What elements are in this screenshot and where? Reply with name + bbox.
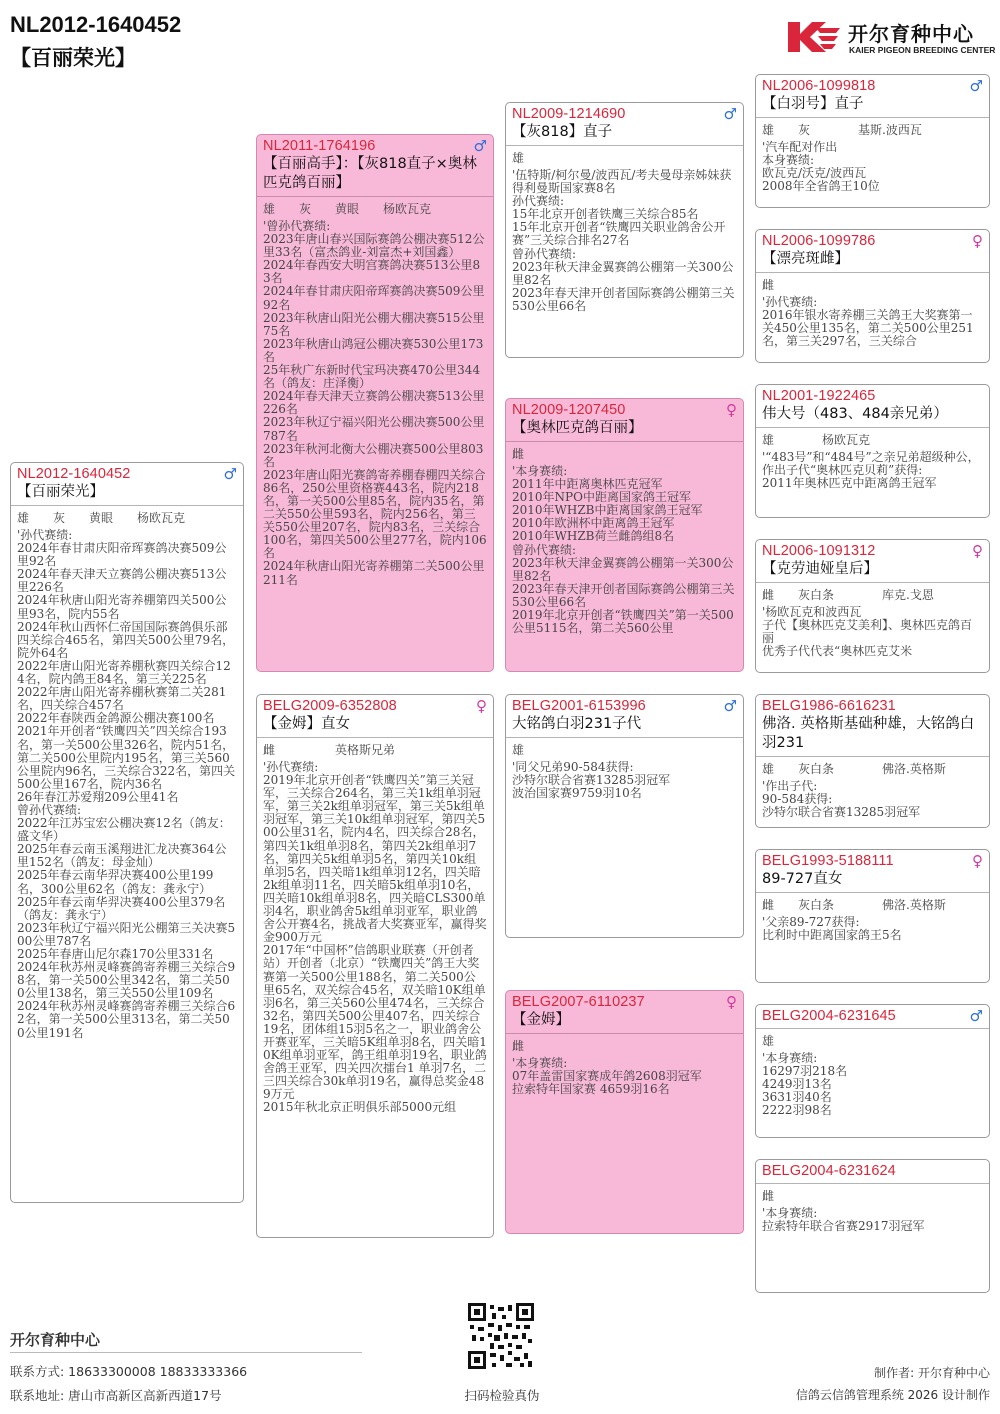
ring-number: BELG2001-6153996 (512, 698, 646, 714)
pedigree-card-sire[interactable] (256, 134, 494, 672)
male-icon: ♂ (723, 105, 737, 123)
pigeon-notes: '同父兄弟90-584获得: 沙特尔联合省赛13285羽冠军 波治国家赛9759羽10名 (512, 760, 671, 801)
pigeon-name: 伟大号（483、484亲兄弟） (762, 406, 948, 422)
pedigree-card-gen4-3[interactable] (755, 384, 990, 518)
pigeon-notes: '本身赛绩: 07年盖雷国家赛成年鸽2608羽冠军 拉索特年国家赛 4659羽16名 (512, 1056, 702, 1097)
ring-number: BELG2004-6231624 (762, 1163, 896, 1179)
ring-number: NL2011-1764196 (263, 138, 376, 154)
kaier-logo-icon (786, 18, 842, 56)
footer-maker: 制作者: 开尔育种中心 (874, 1366, 990, 1380)
pigeon-name: 【金姆】直女 (263, 716, 350, 732)
pigeon-notes: '杨欧瓦克和波西瓦 子代【奥林匹克艾美利】、奥林匹克鸽百丽 优秀子代代表“奥林匹克艾米 (762, 605, 973, 659)
ring-number: BELG1993-5188111 (762, 853, 894, 869)
pigeon-attributes: 雄 灰 黄眼 杨欧瓦克 (17, 511, 186, 525)
male-icon: ♂ (473, 137, 487, 155)
male-icon: ♂ (969, 77, 983, 95)
female-icon: ♀ (972, 542, 983, 560)
pigeon-name: 【金姆】 (512, 1012, 570, 1028)
pigeon-notes: '父亲89-727获得: 比利时中距离国家鸽王5名 (762, 915, 902, 943)
ring-number: BELG2009-6352808 (263, 698, 397, 714)
footer-system: 信鸽云信鸽管理系统 2026 设计制作 (795, 1388, 990, 1402)
pedigree-card-grandsire-paternal[interactable] (505, 102, 744, 358)
footer-org-name: 开尔育种中心 (10, 1331, 101, 1349)
pigeon-name: 佛洛. 英格斯基础种雄，大铭鸽白羽231 (762, 716, 975, 751)
ring-number: NL2001-1922465 (762, 388, 876, 404)
pigeon-name: 【百丽高手】：【灰818直子×奥林匹克鸽百丽】 (263, 156, 477, 191)
pigeon-notes: '孙代赛绩: 2019年北京开创者“铁鹰四关”第三关冠军，三关综合264名，第三关1k组单羽冠军，第三关2k组单羽冠军，第三关5k组单羽冠军，第三关10k组单羽冠军，第四关500公里31名，院内4名，四关综合28名，第四关1k组单羽8名，第四关2k组单羽7名，第四关5k组单羽5名，第四关10k组单羽5名，四关暗1k组单羽12名，四关暗2k组单羽11名，四关暗5k组单羽10名，四关暗10k组单羽8名，四关暗CLS300单羽4名，职业鸽舍5k组单羽亚军，职业鸽舍公开赛4名，挑战者大奖赛亚军，赢得奖金900万元 2017年“中国杯”信鸽职业联赛（开创者站）开创者（北京）“铁鹰四关”鸽王大奖赛第一关500公里188名，第二关500公里65名，双关综合45名，双关暗10K组单羽6名，第三关560公里474名，三关综合32名，第四关500公里407名，四关综合19名，团体组15羽5名之一，职业鸽舍公开赛亚军，三关暗5K组单羽8名，四关暗10K组单羽亚军，鸽王组单羽19名，职业鸽舍鸽王亚军，四关四次擂台1 单羽7名，二三四关综合30k单羽19名，赢得总奖金489万元 2015年秋北京正明俱乐部5000元组 (263, 760, 487, 1115)
pedigree-card-gen4-8[interactable] (755, 1159, 990, 1293)
pedigree-card-grandsire-maternal[interactable] (505, 694, 744, 938)
male-icon: ♂ (223, 465, 237, 483)
pigeon-notes: '孙代赛绩: 2024年春甘肃庆阳帝珲赛鸽决赛509公里92名 2024年春天津天立赛鸽公棚决赛513公里226名 2024年秋唐山阳光寄养棚第四关500公里93名，院内55名 2024年秋山西怀仁帝国国际赛鸽俱乐部四关综合465名，第四关500公里79名，院外64名 2022年唐山阳光寄养棚秋赛四关综合124名，院内鸽王84名，第三关225名 2022年唐山阳光寄养棚秋赛第二关281名，四关综合457名 2022年春陕西金鸽源公棚决赛100名 2021年开创者“铁鹰四关”四关综合193名，第一关500公里326名，院内51名，第二关500公里院内195名，第三关560公里院内96名，三关综合322名，第四关500公里167名，院内36名 26年春江苏爱翔209公里41名 曾孙代赛绩: 2022年江苏宝宏公棚决赛12名（鸽友：盛文华） 2025年春云南玉溪翔进汇龙决赛364公里152名（鸽友：母金灿） 2025年春云南华羿决赛400公里199名，300公里62名（鸽友：龚永宁） 2025年春云南华羿决赛400公里379名（鸽友：龚永宁） 2023年秋辽宁福兴阳光公棚第三关决赛500公里787名 2025年春唐山尼尔森170公里331名 2024年秋苏州灵峰赛鸽寄养棚三关综合98名，第一关500公里342名，第二关500公里138名，第三关550公里109名 2024年秋苏州灵峰赛鸽寄养棚三关综合62名，第一关500公里313名，第二关500公里191名 (17, 528, 236, 1040)
pigeon-attributes: 雄 (762, 1034, 775, 1048)
pigeon-notes: '“483号”和“484号”之亲兄弟超级种公，作出子代“奥林匹克贝莉”获得: 2011年奥林匹克中距离鸽王冠军 (762, 450, 980, 491)
pedigree-card-granddam-paternal[interactable] (505, 398, 744, 672)
pigeon-attributes: 雄 灰白条 佛洛.英格斯 (762, 762, 946, 776)
footer-address: 联系地址: 唐山市高新区高新西道17号 (10, 1388, 222, 1403)
pigeon-attributes: 雌 (512, 447, 525, 461)
pedigree-card-dam[interactable] (256, 694, 494, 1238)
pigeon-name: 【奥林匹克鸽百丽】 (512, 420, 643, 436)
brand-logo (786, 16, 996, 60)
pigeon-attributes: 雄 (512, 743, 525, 757)
female-icon: ♀ (476, 697, 487, 715)
pigeon-name: 89-727直女 (762, 871, 843, 887)
pigeon-notes: '作出子代: 90-584获得: 沙特尔联合省赛13285羽冠军 (762, 779, 921, 820)
pedigree-card-gen4-6[interactable] (755, 849, 990, 983)
pedigree-card-gen4-4[interactable] (755, 539, 990, 673)
page-pigeon-name: 【百丽荣光】 (10, 46, 136, 70)
female-icon: ♀ (972, 232, 983, 250)
pigeon-notes: '孙代赛绩: 2016年银水寄养棚三关鸽王大奖赛第一关450公里135名，第二关500公里251名，第三关297名，三关综合 (762, 295, 974, 349)
pigeon-attributes: 雌 (762, 278, 775, 292)
ring-number: NL2006-1091312 (762, 543, 876, 559)
female-icon: ♀ (726, 993, 737, 1011)
pigeon-attributes: 雌 (762, 1189, 775, 1203)
footer-divider (10, 1352, 362, 1353)
pedigree-card-subject[interactable] (10, 462, 244, 1203)
pigeon-attributes: 雄 灰 黄眼 杨欧瓦克 (263, 202, 432, 216)
pigeon-attributes: 雌 灰白条 库克.戈恩 (762, 588, 934, 602)
ring-number: BELG1986-6616231 (762, 698, 896, 714)
pigeon-name: 【百丽荣光】 (17, 484, 104, 500)
male-icon: ♂ (723, 697, 737, 715)
pedigree-card-gen4-7[interactable] (755, 1004, 990, 1138)
pigeon-name: 【克劳迪娅皇后】 (762, 561, 878, 577)
pedigree-card-granddam-maternal[interactable] (505, 990, 744, 1234)
footer-contact: 联系方式: 18633300008 18833333366 (10, 1364, 248, 1379)
pigeon-attributes: 雄 灰 基斯.波西瓦 (762, 123, 922, 137)
pigeon-name: 【灰818】直子 (512, 124, 613, 140)
pigeon-notes: '汽车配对作出 本身赛绩: 欧瓦克/沃克/波西瓦 2008年全省鸽王10位 (762, 140, 880, 194)
logo-english-text: KAIER PIGEON BREEDING CENTER (849, 45, 996, 55)
pigeon-attributes: 雌 灰白条 佛洛.英格斯 (762, 898, 946, 912)
ring-number: NL2009-1214690 (512, 106, 626, 122)
ring-number: BELG2004-6231645 (762, 1008, 896, 1024)
ring-number: NL2006-1099786 (762, 233, 876, 249)
ring-number: NL2009-1207450 (512, 402, 626, 418)
male-icon: ♂ (969, 1007, 983, 1025)
pigeon-name (762, 1179, 983, 1180)
female-icon: ♀ (972, 852, 983, 870)
ring-number: NL2006-1099818 (762, 78, 876, 94)
pigeon-notes: '本身赛绩: 16297羽218名 4249羽13名 3631羽40名 2222羽98名 (762, 1051, 848, 1118)
ring-number: BELG2007-6110237 (512, 994, 645, 1010)
pigeon-notes: '本身赛绩: 拉索特年联合省赛2917羽冠军 (762, 1206, 925, 1234)
pigeon-attributes: 雌 (512, 1039, 525, 1053)
pigeon-name (762, 1024, 983, 1025)
logo-chinese-text: 开尔育种中心 (848, 22, 974, 46)
pedigree-card-gen4-1[interactable] (755, 74, 990, 208)
qr-caption: 扫码检验真伪 (464, 1388, 540, 1403)
pigeon-notes: '伍特斯/柯尔曼/波西瓦/考夫曼母亲姊妹获得利曼斯国家赛8名 孙代赛绩: 15年北京开创者铁鹰三关综合85名 15年北京开创者“铁鹰四关职业鸽舍公开赛”三关综合排名27名 曾孙代赛绩: 2023年秋天津金翼赛鸽公棚第一关300公里82名 2023年春天津开创者国际赛鸽公棚第三关530公里66名 (512, 168, 735, 313)
qr-code-icon[interactable] (468, 1303, 534, 1369)
pigeon-attributes: 雌 英格斯兄弟 (263, 743, 396, 757)
pigeon-attributes: 雄 (512, 151, 525, 165)
pedigree-card-gen4-5[interactable] (755, 694, 990, 828)
pigeon-name: 【白羽号】直子 (762, 96, 864, 112)
ring-number: NL2012-1640452 (17, 466, 131, 482)
page-ring-number: NL2012-1640452 (10, 12, 182, 37)
pedigree-card-gen4-2[interactable] (755, 229, 990, 363)
pigeon-notes: '本身赛绩: 2011年中距离奥林匹克冠军 2010年NPO中距离国家鸽王冠军 2010年WHZB中距离国家鸽王冠军 2010年欧洲杯中距离鸽王冠军 2010年WHZB荷兰雌鸽组8名 曾孙代赛绩: 2023年秋天津金翼赛鸽公棚第一关300公里82名 2023年春天津开创者国际赛鸽公棚第三关530公里66名 2019年北京开创者“铁鹰四关”第一关500公里5115名，第二关560公里 (512, 464, 735, 636)
pigeon-attributes: 雄 杨欧瓦克 (762, 433, 871, 447)
pigeon-name: 【漂亮斑雌】 (762, 251, 849, 267)
female-icon: ♀ (726, 401, 737, 419)
pigeon-notes: '曾孙代赛绩: 2023年唐山春兴国际赛鸽公棚决赛512公里33名（富杰鸽业-刘富杰+刘国鑫） 2024年春西安大明宫赛鸽决赛513公里83名 2024年春甘肃庆阳帝珲赛鸽决赛509公里92名 2023年秋唐山阳光公棚大棚决赛515公里75名 2023年秋唐山鸿冠公棚决赛530公里173名 25年秋广东新时代宝玛决赛470公里344名（鸽友：庄泽衡） 2024年春天津天立赛鸽公棚决赛513公里226名 2023年秋辽宁福兴阳光公棚决赛500公里787名 2023年秋河北衡大公棚决赛500公里803名 2023年唐山阳光赛鸽寄养棚春棚四关综合86名，250公里资格赛443名，院内218名，第一关500公里85名，院内35名，第二关550公里593名，院内256名，第三关550公里207名，院内83名，三关综合100名，第四关500公里277名，院内106名 2024年秋唐山阳光寄养棚第二关500公里211名 (263, 219, 487, 587)
pigeon-name: 大铭鸽白羽231子代 (512, 716, 642, 732)
